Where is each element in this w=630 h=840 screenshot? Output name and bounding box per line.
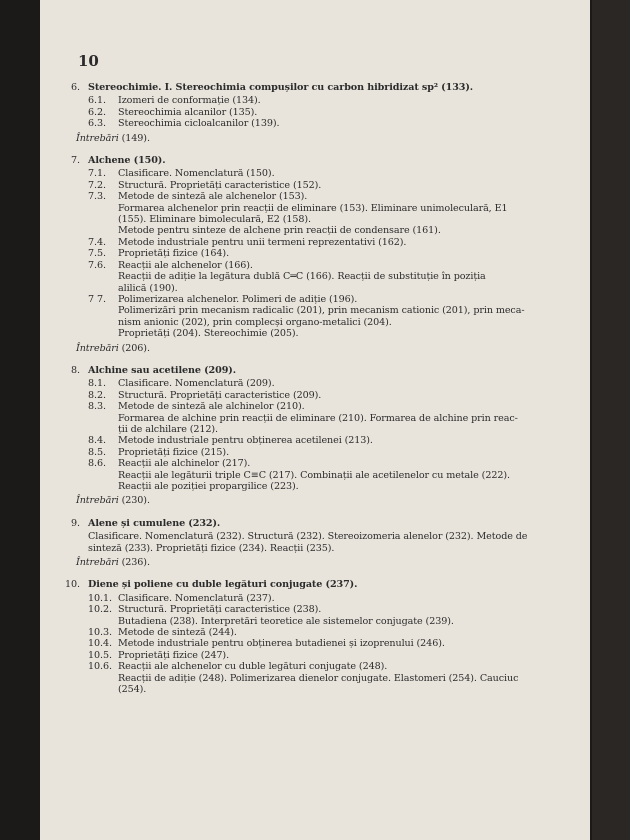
chapter-number: 10.: [65, 579, 80, 591]
section-title: Proprietăți fizice (215).: [118, 446, 230, 458]
section-entry: [58, 118, 598, 129]
questions-entry: [58, 557, 598, 568]
section-number: 7.1.: [88, 168, 106, 180]
section-subtopics: nism anionic (202), prin complecși organo-metalici (204).: [118, 316, 392, 328]
section-number: 8.4.: [88, 435, 106, 447]
section-title: Reacții ale alchenelor cu duble legături conjugate (248).: [118, 661, 388, 673]
section-number: 8.3.: [88, 401, 106, 413]
section-title: Proprietăți fizice (247).: [118, 649, 230, 661]
section-number: 7.2.: [88, 179, 106, 191]
chapter: [58, 82, 598, 144]
section-entry: [58, 260, 598, 294]
section-entry: [58, 458, 598, 492]
section-body: [118, 237, 598, 248]
chapter-title: Alene și cumulene (232).: [88, 517, 221, 529]
section-body: [118, 248, 598, 259]
section-subtopics: Formarea alchenelor prin reacții de eliminare (153). Eliminare unimoleculară, E1: [118, 202, 508, 214]
chapter-number: 8.: [71, 364, 80, 376]
section-number: 10.4.: [88, 638, 112, 650]
section-number: 10.3.: [88, 627, 112, 639]
chapter-title: Alchine sau acetilene (209).: [88, 364, 236, 376]
section-entry: [58, 604, 598, 627]
section-entry: [58, 627, 598, 638]
section-number: 10.6.: [88, 661, 112, 673]
section-entry: [58, 447, 598, 458]
section-subtopics: Reacții de adiție (248). Polimerizarea dienelor conjugate. Elastomeri (254). Cauciuc: [118, 672, 519, 684]
section-title: Clasificare. Nomenclatură (237).: [118, 592, 275, 604]
section-title: Structură. Proprietăți caracteristice (152).: [118, 179, 322, 191]
section-body: [118, 378, 598, 389]
section-number: 7 7.: [88, 293, 106, 305]
questions-entry: [58, 343, 598, 354]
chapter: [58, 365, 598, 507]
questions-page: (236).: [121, 557, 150, 569]
section-body: [118, 604, 598, 627]
chapter-heading: [58, 579, 598, 590]
section-title: Clasificare. Nomenclatură (150).: [118, 168, 275, 180]
chapter: [58, 155, 598, 354]
section-title: Metode industriale pentru obținerea butadienei și izoprenului (246).: [118, 638, 445, 650]
section-body: [118, 627, 598, 638]
chapter-number: 7.: [71, 155, 80, 167]
chapter-intro: [58, 531, 598, 554]
section-entry: [58, 650, 598, 661]
section-body: [118, 458, 598, 492]
section-body: [118, 260, 598, 294]
intro-line: Clasificare. Nomenclatură (232). Structură (232). Stereoizomeria alenelor (232). Metode de: [88, 531, 528, 543]
section-number: 8.1.: [88, 378, 106, 390]
section-number: 6.1.: [88, 95, 106, 107]
section-number: 6.2.: [88, 106, 106, 118]
section-body: [118, 638, 598, 649]
section-body: [118, 294, 598, 340]
section-title: Proprietăți fizice (164).: [118, 248, 230, 260]
section-entry: [58, 95, 598, 106]
section-number: 7.5.: [88, 248, 106, 260]
section-subtopics: ții de alchilare (212).: [118, 423, 218, 435]
questions-page: (149).: [121, 132, 150, 144]
section-body: [118, 180, 598, 191]
page-number: 10: [78, 52, 99, 70]
section-entry: [58, 638, 598, 649]
section-number: 10.2.: [88, 604, 112, 616]
section-body: [118, 118, 598, 129]
section-title: Reacții ale alchinelor (217).: [118, 458, 251, 470]
chapter-heading: [58, 155, 598, 166]
section-subtopics: Butadiena (238). Interpretări teoretice ale sistemelor conjugate (239).: [118, 615, 454, 627]
section-body: [118, 95, 598, 106]
section-title: Structură. Proprietăți caracteristice (209).: [118, 389, 322, 401]
questions-entry: [58, 133, 598, 144]
section-body: [118, 191, 598, 237]
section-entry: [58, 107, 598, 118]
section-body: [118, 168, 598, 179]
chapter-number: 6.: [71, 82, 80, 93]
section-subtopics: Reacții ale poziției propargilice (223).: [118, 481, 299, 492]
section-entry: [58, 401, 598, 435]
section-body: [118, 401, 598, 435]
section-subtopics: Polimerizări prin mecanism radicalic (201), prin mecanism cationic (201), prin meca-: [118, 305, 525, 317]
table-of-contents: [58, 82, 598, 707]
section-title: Metode de sinteză ale alchinelor (210).: [118, 401, 305, 413]
section-entry: [58, 390, 598, 401]
questions-page: (230).: [121, 495, 150, 507]
section-subtopics: Reacții de adiție la legătura dublă C═C (166). Reacții de substituție în poziția: [118, 271, 486, 283]
section-subtopics: Metode pentru sinteze de alchene prin reacții de condensare (161).: [118, 225, 441, 237]
questions-page: (206).: [121, 342, 150, 354]
section-number: 8.6.: [88, 458, 106, 470]
intro-line: sinteză (233). Proprietăți fizice (234). Reacții (235).: [88, 542, 335, 554]
section-entry: [58, 168, 598, 179]
chapter-number: 9.: [71, 517, 80, 529]
section-title: Clasificare. Nomenclatură (209).: [118, 378, 275, 390]
section-title: Reacții ale alchenelor (166).: [118, 259, 253, 271]
section-title: Stereochimia alcanilor (135).: [118, 106, 258, 118]
section-subtopics: alilică (190).: [118, 282, 178, 294]
section-entry: [58, 191, 598, 237]
section-body: [118, 447, 598, 458]
section-title: Izomeri de conformație (134).: [118, 95, 261, 107]
chapter-title: Stereochimie. I. Stereochimia compușilor cu carbon hibridizat sp² (133).: [88, 82, 474, 93]
section-entry: [58, 294, 598, 340]
section-body: [118, 593, 598, 604]
section-number: 8.5.: [88, 446, 106, 458]
chapter-heading: [58, 82, 598, 93]
section-subtopics: Reacții ale legăturii triple C≡C (217). Combinații ale acetilenelor cu metale (222).: [118, 469, 510, 481]
section-subtopics: (155). Eliminare bimoleculară, E2 (158).: [118, 214, 311, 226]
questions-entry: [58, 495, 598, 506]
section-subtopics: (254).: [118, 684, 147, 696]
section-title: Metode de sinteză ale alchenelor (153).: [118, 191, 308, 203]
section-title: Metode de sinteză (244).: [118, 627, 237, 639]
section-title: Stereochimia cicloalcanilor (139).: [118, 118, 280, 130]
section-number: 7.4.: [88, 236, 106, 248]
section-entry: [58, 248, 598, 259]
section-entry: [58, 378, 598, 389]
section-entry: [58, 180, 598, 191]
section-number: 10.1.: [88, 592, 112, 604]
section-body: [118, 435, 598, 446]
section-entry: [58, 237, 598, 248]
section-title: Metode industriale pentru obținerea acetilenei (213).: [118, 435, 373, 447]
section-number: 8.2.: [88, 389, 106, 401]
chapter: [58, 518, 598, 569]
section-entry: [58, 593, 598, 604]
section-body: [118, 390, 598, 401]
chapter-heading: [58, 365, 598, 376]
questions-label: Întrebări: [76, 342, 119, 354]
section-entry: [58, 661, 598, 695]
section-title: Metode industriale pentru unii termeni reprezentativi (162).: [118, 236, 407, 248]
section-body: [118, 661, 598, 695]
questions-label: Întrebări: [76, 132, 119, 144]
section-title: Structură. Proprietăți caracteristice (238).: [118, 604, 322, 616]
section-number: 7.3.: [88, 191, 106, 203]
section-title: Polimerizarea alchenelor. Polimeri de adiție (196).: [118, 293, 358, 305]
section-body: [118, 650, 598, 661]
section-number: 7.6.: [88, 259, 106, 271]
questions-label: Întrebări: [76, 495, 119, 507]
section-number: 10.5.: [88, 649, 112, 661]
chapter-title: Diene și poliene cu duble legături conjugate (237).: [88, 579, 358, 591]
chapter-title: Alchene (150).: [88, 155, 166, 167]
section-body: [118, 107, 598, 118]
chapter: [58, 579, 598, 695]
chapter-heading: [58, 518, 598, 529]
section-subtopics: Proprietăți (204). Stereochimie (205).: [118, 328, 299, 340]
section-subtopics: Formarea de alchine prin reacții de eliminare (210). Formarea de alchine prin reac-: [118, 412, 518, 424]
questions-label: Întrebări: [76, 557, 119, 569]
section-entry: [58, 435, 598, 446]
section-number: 6.3.: [88, 118, 106, 130]
